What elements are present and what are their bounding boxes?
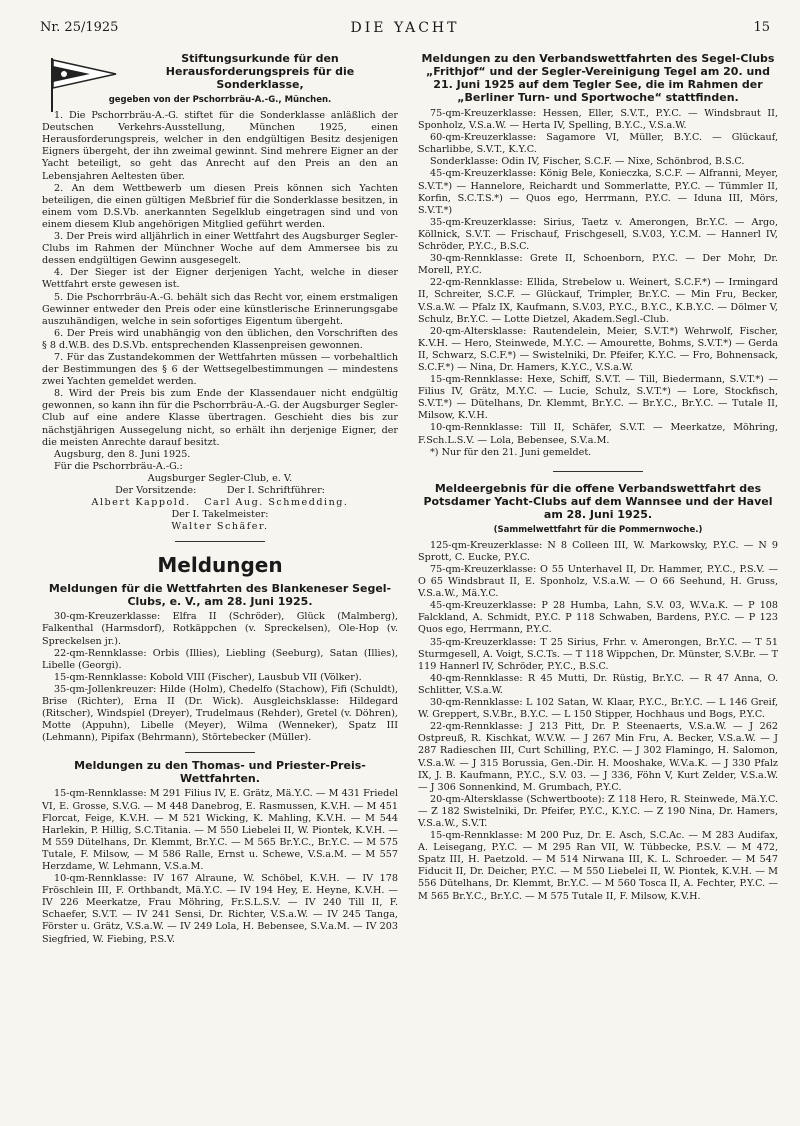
blankenese-entry: 30-qm-Kreuzerklasse: Elfra II (Schröder), Glück (Malmberg), Falkenthal (Harmsdorf), Rotkäppchen (v. Spreckelsen), Ole-Hop (v. Spreckelsen jr.). (42, 611, 398, 647)
stiftung-para-2: 2. An dem Wettbewerb um diesen Preis können sich Yachten beteiligen, die einen gültigen Meßbrief für die Sonderklasse besitzen, in einem vom D.S.Vb. anerkannten Segelklub eingetragen sind und von einem diesem Klub angehörigen Mitglied geführt werden. (42, 182, 398, 230)
potsdam-title: Meldeergebnis für die offene Verbandswettfahrt des Potsdamer Yacht-Clubs auf dem Wannsee und der Havel am 28. Juni 1925. (423, 481, 773, 521)
thomas-priester-entry: 10-qm-Rennklasse: IV 167 Alraune, W. Schöbel, K.V.H. — IV 178 Fröschlein III, F. Orthbandt, Mä.Y.C. — IV 194 Hey, E. Heyne, K.V.H. — IV 226 Meerkatze, Frau Möhring, Fr.S.L.S.V. — IV 240 Till II, F. Schaefer, S.V.T. — IV 241 Sensi, Dr. Richter, V.S.a.W. — IV 245 Tanga, Förster u. Grätz, V.S.a.W. — IV 249 Lola, H. Bebensee, S.V.a.M. — IV 203 Siegfried, W. Fiebing, P.S.V. (42, 873, 398, 945)
stiftung-subtitle: gegeben von der Pschorrbräu-A.-G., München. (108, 95, 332, 105)
blankenese-entry: 35-qm-Jollenkreuzer: Hilde (Holm), Chedelfo (Stachow), Fifi (Schuldt), Brise (Richter), Erna II (Dr. Wick). Ausgleichsklasse: Hildegard (Ritscher), Windspiel (Dreyer), Trudelmaus (Rehder), Gretel (v. Döhren), Motte (Appuhn), Libelle (Meyer), Wilma (Wenneker), Spatz III (Lehmann), Pipifax (Behrmann), Störtebecker (Müller). (42, 683, 398, 744)
potsdam-subtitle: (Sammelwettfahrt für die Pommernwoche.) (493, 524, 703, 535)
stiftung-title: Stiftungsurkunde für den Herausforderungspreis für die Sonderklasse, (165, 52, 355, 91)
frithjof-entry: 10-qm-Rennklasse: Till II, Schäfer, S.V.T. — Meerkatze, Möhring, F.Sch.L.S.V. — Lola, Bebensee, S.V.a.M. (418, 422, 778, 446)
blankenese-entry: 22-qm-Rennklasse: Orbis (Illies), Liebling (Seeburg), Satan (Illies), Libelle (Georgi). (42, 647, 398, 671)
thomas-priester-entry: 15-qm-Rennklasse: M 291 Filius IV, E. Grätz, Mä.Y.C. — M 431 Friedel VI, E. Grosse, S.V.G. — M 448 Danebrog, E. Rasmussen, K.V.H. — M 451 Florcat, Feige, K.V.H. — M 521 Wicking, K. Mahling, K.V.H. — M 544 Harlekin, P. Hillig, S.C.Titania. — M 550 Liebelei II, W. Piontek, K.V.H. — M 559 Dütelhans, Dr. Klemmt, Br.Y.C. — M 565 Br.Y.C., Br.Y.C. — M 575 Tutale, F. Milsow, — M 586 Ralle, Ernst u. Schewe, V.S.a.M. — M 557 Herzdame, W. Lehmann, V.S.a.M. (42, 788, 398, 872)
potsdam-entry: 40-qm-Rennklasse: R 45 Mutti, Dr. Rüstig, Br.Y.C. — R 47 Anna, O. Schlitter, V.S.a.W. (418, 672, 778, 696)
stiftung-para-6: 6. Der Preis wird unabhängig von den üblichen, den Vorschriften des § 8 d.W.B. des D.S.Vb. entsprechenden Klassenpreisen gewonnen. (42, 327, 398, 351)
frithjof-entry: 22-qm-Rennklasse: Ellida, Strebelow u. Weinert, S.C.F.*) — Irmingard II, Schreiter, S.C.F. — Glückauf, Trimpler, Br.Y.C. — Min Fru, Becker, V.S.a.W. — Pfalz IX, Kaufmann, S.V.03, P.Y.C., B.Y.C., K.B.Y.C. — Dölmer V, Schulz, Br.Y.C. — Lotte Dietzel, Akadem.Segl.-Club. (418, 277, 778, 325)
page-number: 15 (753, 20, 770, 35)
potsdam-entry: 35-qm-Kreuzerklasse: T 25 Sirius, Frhr. v. Amerongen, Br.Y.C. — T 51 Sturmgesell, A. Voigt, S.C.Ts. — T 118 Wippchen, Dr. Münster, S.V.Br. — T 119 Hannerl IV, Schröder, P.Y.C., B.S.C. (418, 636, 778, 672)
frithjof-entry: 45-qm-Kreuzerklasse: König Bele, Konieczka, S.C.F. — Alfranni, Meyer, S.V.T.*) — Hannelore, Reichardt und Sommerlatte, P.Y.C. — Tümmler II, Korfin, S.C.T.S.*) — Quos ego, Herrmann, P.Y.C. — Iduna III, Mörs, S.V.T.*) (418, 168, 778, 216)
stiftung-para-1: 1. Die Pschorrbräu-A.-G. stiftet für die Sonderklasse anläßlich der Deutschen Verkehrs-Ausstellung, München 1925, einen Herausforderungspreis, welcher in den endgültigen Besitz desjenigen Eigners übergeht, der ihn zweimal gewinnt. Sind mehrere Eigner an der Yacht beteiligt, so geht das Anrecht auf den Preis an den an Lebensjahren Aeltesten über. (42, 110, 398, 182)
thomas-priester-title: Meldungen zu den Thomas- und Priester-Preis-Wettfahrten. (74, 759, 366, 786)
stiftung-para-5: 5. Die Pschorrbräu-A.-G. behält sich das Recht vor, einem erstmaligen Gewinner entweder den Preis oder eine künstlerische Erinnerungsgabe auszuhändigen, welche in sein sofortiges Eigentum übergeht. (42, 291, 398, 327)
page-header (40, 20, 770, 42)
frithjof-entry: 35-qm-Kreuzerklasse: Sirius, Taetz v. Amerongen, Br.Y.C. — Argo, Köllnick, S.V.T. — Frischauf, Frischgesell, S.V.03, Y.C.M. — Hannerl IV, Schröder, P.Y.C., B.S.C. (418, 216, 778, 253)
frithjof-entry: Sonderklasse: Odin IV, Fischer, S.C.F. — Nixe, Schönbrod, B.S.C. (430, 156, 745, 168)
frithjof-title: Meldungen zu den Verbandswettfahrten des Segel-Clubs „Frithjof“ und der Segler-Vereinigung Tegel am 20. und 21. Juni 1925 auf dem Tegler See, die im Rahmen der „Berliner Turn- und Sportwoche“ stattfinden. (421, 52, 775, 104)
divider (175, 541, 265, 542)
blankenese-title: Meldungen für die Wettfahrten des Blankeneser Segel-Clubs, e. V., am 28. Juni 1925. (48, 582, 392, 609)
potsdam-entry: 20-qm-Altersklasse (Schwertboote): Z 118 Hero, R. Steinwede, Mä.Y.C. — Z 182 Swistelniki, Dr. Pfeifer, P.Y.C., K.Y.C. — Z 190 Nina, Dr. Hamers, V.S.a.W., S.V.T. (418, 793, 778, 829)
potsdam-entry: 30-qm-Rennklasse: L 102 Satan, W. Klaar, P.Y.C., Br.Y.C. — L 146 Greif, W. Greppert, S.V.Br., B.Y.C. — L 150 Stipper, Hochhaus und Bogs, P.Y.C. (418, 697, 778, 721)
club-pennant-icon (42, 54, 122, 114)
potsdam-entry: 15-qm-Rennklasse: M 200 Puz, Dr. E. Asch, S.C.Ac. — M 283 Audifax, A. Leisegang, P.Y.C. — M 295 Ran VII, W. Tübbecke, P.S.V. — M 472, Spatz III, H. Paetzold. — M 514 Nirwana III, K. L. Schroeder. — M 547 Fiducit II, Dr. Deicher, P.Y.C. — M 550 Liebelei II, W. Piontek, K.V.H. — M 556 Dütelhans, Dr. Klemmt, Br.Y.C. — M 560 Tosca II, A. Fechter, P.Y.C. — M 565 Br.Y.C., Br.Y.C. — M 575 Tutale II, F. Milsow, K.V.H. (418, 830, 778, 902)
divider (553, 471, 643, 472)
stiftung-para-3: 3. Der Preis wird alljährlich in einer Wettfahrt des Augsburger Segler-Clubs im Rahmen der Münchner Woche auf dem Ammersee bis zu dessen endgültigen Gewinn ausgesegelt. (42, 231, 398, 267)
date-line: Augsburg, den 8. Juni 1925. (54, 448, 191, 460)
journal-title: DIE YACHT (350, 20, 460, 36)
signature-names: Albert Kappold. Carl Aug. Schmedding. (91, 497, 349, 509)
frithjof-entry: 75-qm-Kreuzerklasse: Hessen, Eller, S.V.T., P.Y.C. — Windsbraut II, Sponholz, V.S.a.W. — Herta IV, Spelling, B.Y.C., V.S.a.W. (418, 108, 778, 132)
left-column (42, 52, 398, 946)
frithjof-footnote: *) Nur für den 21. Juni gemeldet. (430, 446, 592, 458)
frithjof-entry: 15-qm-Rennklasse: Hexe, Schiff, S.V.T. — Till, Biedermann, S.V.T.*) — Filius IV, Grätz, M.Y.C. — Lucie, Schulz, S.V.T.*) — Lore, Stockfisch, S.V.T.*) — Dütelhans, Dr. Klemmt, Br.Y.C. — Br.Y.C., Br.Y.C. — Tutale II, Milsow, K.V.H. (418, 374, 778, 422)
club-line: Augsburger Segler-Club, e. V. (147, 472, 293, 484)
roles-line: Der Vorsitzende: Der I. Schriftführer: (115, 485, 325, 496)
meldungen-heading: Meldungen (157, 553, 283, 578)
for-line: Für die Pschorrbräu-A.-G.: (54, 460, 183, 472)
stiftung-para-8: 8. Wird der Preis bis zum Ende der Klassendauer nicht endgültig gewonnen, so kann ihn für die Pschorrbräu-A.-G. der Augsburger Segler-Club auf eine andere Klasse übertragen. Geschieht dies bis zur nächstjährigen Aussegelung nicht, so erhält ihn derjenige Eigner, der die meisten Anrechte darauf besitzt. (42, 388, 398, 448)
stiftung-para-4: 4. Der Sieger ist der Eigner derjenigen Yacht, welche in dieser Wettfahrt erste gewesen ist. (42, 267, 398, 291)
potsdam-entry: 75-qm-Kreuzerklasse: O 55 Unterhavel II, Dr. Hammer, P.Y.C., P.S.V. — O 65 Windsbraut II, E. Sponholz, V.S.a.W. — O 66 Seehund, H. Gruss, V.S.a.W., Mä.Y.C. (418, 564, 778, 600)
takelmeister-name: Walter Schäfer. (171, 521, 269, 533)
divider (185, 752, 255, 753)
frithjof-entry: 20-qm-Altersklasse: Rautendelein, Meier, S.V.T.*) Wehrwolf, Fischer, K.V.H. — Hero, Steinwede, M.Y.C. — Amourette, Bohms, S.V.T.*) — Gerda II, Schwarz, S.C.F.*) — Swistelniki, Dr. Pfeifer, K.Y.C. — Fro, Bohnensack, S.C.F.*) — Nina, Dr. Hamers, K.Y.C., V.S.a.W. (418, 325, 778, 373)
stiftung-para-7: 7. Für das Zustandekommen der Wettfahrten müssen — vorbehaltlich der Bestimmungen des § 6 der Wettsegelbestimmungen — mindestens zwei Yachten gemeldet werden. (42, 351, 398, 388)
frithjof-entry: 30-qm-Rennklasse: Grete II, Schoenborn, P.Y.C. — Der Mohr, Dr. Morell, P.Y.C. (418, 253, 778, 277)
stiftung-heading-block (42, 52, 398, 106)
issue-number: Nr. 25/1925 (40, 20, 119, 35)
right-column (418, 52, 778, 903)
potsdam-entry: 22-qm-Rennklasse: J 213 Pitt, Dr. P. Steenaerts, V.S.a.W. — J 262 Ostpreuß, R. Kischkat, W.V.W. — J 267 Min Fru, A. Becker, V.S.a.W. — J 287 Radieschen III, Curt Schilling, P.Y.C. — J 302 Flamingo, H. Salomon, V.S.a.W. — J 315 Borussia, Gen.-Dir. H. Mooshake, W.V.a.K. — J 330 Pfalz IX, J. B. Kaufmann, P.Y.C., S.V. 03. — J 336, Föhn V, Kurt Zelder, V.S.a.W. — J 306 Sonnenkind, M. Grumbach, P.Y.C. (418, 721, 778, 793)
frithjof-entry: 60-qm-Kreuzerklasse: Sagamore VI, Müller, B.Y.C. — Glückauf, Scharlibbe, S.V.T., K.Y.C. (418, 132, 778, 156)
takelmeister-role: Der I. Takelmeister: (171, 509, 269, 521)
potsdam-entry: 125-qm-Kreuzerklasse: N 8 Colleen III, W. Markowsky, P.Y.C. — N 9 Sprott, C. Eucke, P.Y.C. (418, 539, 778, 563)
blankenese-entry: 15-qm-Rennklasse: Kobold VIII (Fischer), Lausbub VII (Völker). (54, 671, 362, 683)
potsdam-entry: 45-qm-Kreuzerklasse: P 28 Humba, Lahn, S.V. 03, W.V.a.K. — P 108 Falckland, A. Schmidt, P.Y.C. P 118 Schwaben, Bardens, P.Y.C. — P 123 Quos ego, Herrmann, P.Y.C. (418, 600, 778, 636)
